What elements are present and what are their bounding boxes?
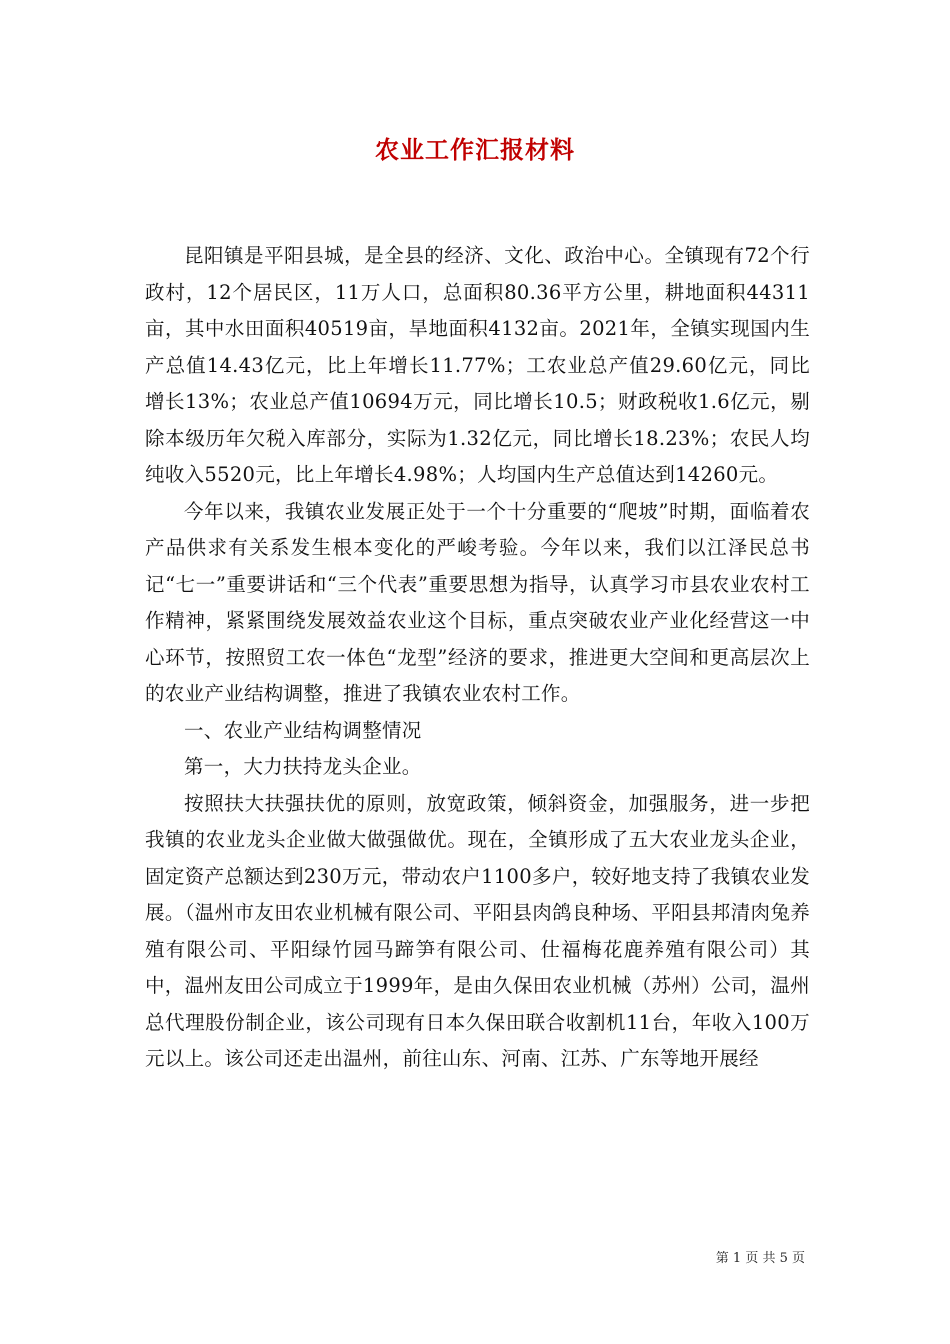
paragraph-this-year: 今年以来，我镇农业发展正处于一个十分重要的“爬坡”时期，面临着农产品供求有关系发生根本变化的严峻考验。今年以来，我们以江泽民总书记“七一”重要讲话和“三个代表”重要思想为指导，认真学习市县农业农村工作精神，紧紧围绕发展效益农业这个目标，重点突破农业产业化经营这一中心环节，按照贸工农一体色“龙型”经济的要求，推进更大空间和更高层次上的农业产业结构调整，推进了我镇农业农村工作。 — [145, 499, 810, 705]
section-heading: 一、农业产业结构调整情况 — [184, 718, 422, 742]
paragraph-overview: 昆阳镇是平阳县城，是全县的经济、文化、政治中心。全镇现有72个行政村，12个居民区，11万人口，总面积80.36平方公里，耕地面积44311亩，其中水田面积40519亩，旱地面积4132亩。2021年，全镇实现国内生产总值14.43亿元，比上年增长11.77%；工农业总产值29.60亿元，同比增长13%；农业总产值10694万元，同比增长10.5；财政税收1.6亿元，剔除本级历年欠税入库部分，实际为1.32亿元，同比增长18.23%；农民人均纯收入5520元，比上年增长4.98%；人均国内生产总值达到14260元。 — [145, 244, 810, 486]
document-title: 农业工作汇报材料 — [375, 135, 575, 164]
document-body — [145, 238, 810, 1078]
paragraph-enterprises: 按照扶大扶强扶优的原则，放宽政策，倾斜资金，加强服务，进一步把我镇的农业龙头企业做大做强做优。现在，全镇形成了五大农业龙头企业，固定资产总额达到230万元，带动农户1100多户，较好地支持了我镇农业发展。（温州市友田农业机械有限公司、平阳县肉鸽良种场、平阳县邦清肉兔养殖有限公司、平阳绿竹园马蹄笋有限公司、仕福梅花鹿养殖有限公司）其中，温州友田公司成立于1999年，是由久保田农业机械（苏州）公司，温州总代理股份制企业，该公司现有日本久保田联合收割机11台，年收入100万元以上。该公司还走出温州，前往山东、河南、江苏、广东等地开展经 — [145, 791, 810, 1070]
subsection-heading: 第一，大力扶持龙头企业。 — [184, 755, 422, 778]
page-number: 第 1 页 共 5 页 — [715, 1251, 805, 1266]
